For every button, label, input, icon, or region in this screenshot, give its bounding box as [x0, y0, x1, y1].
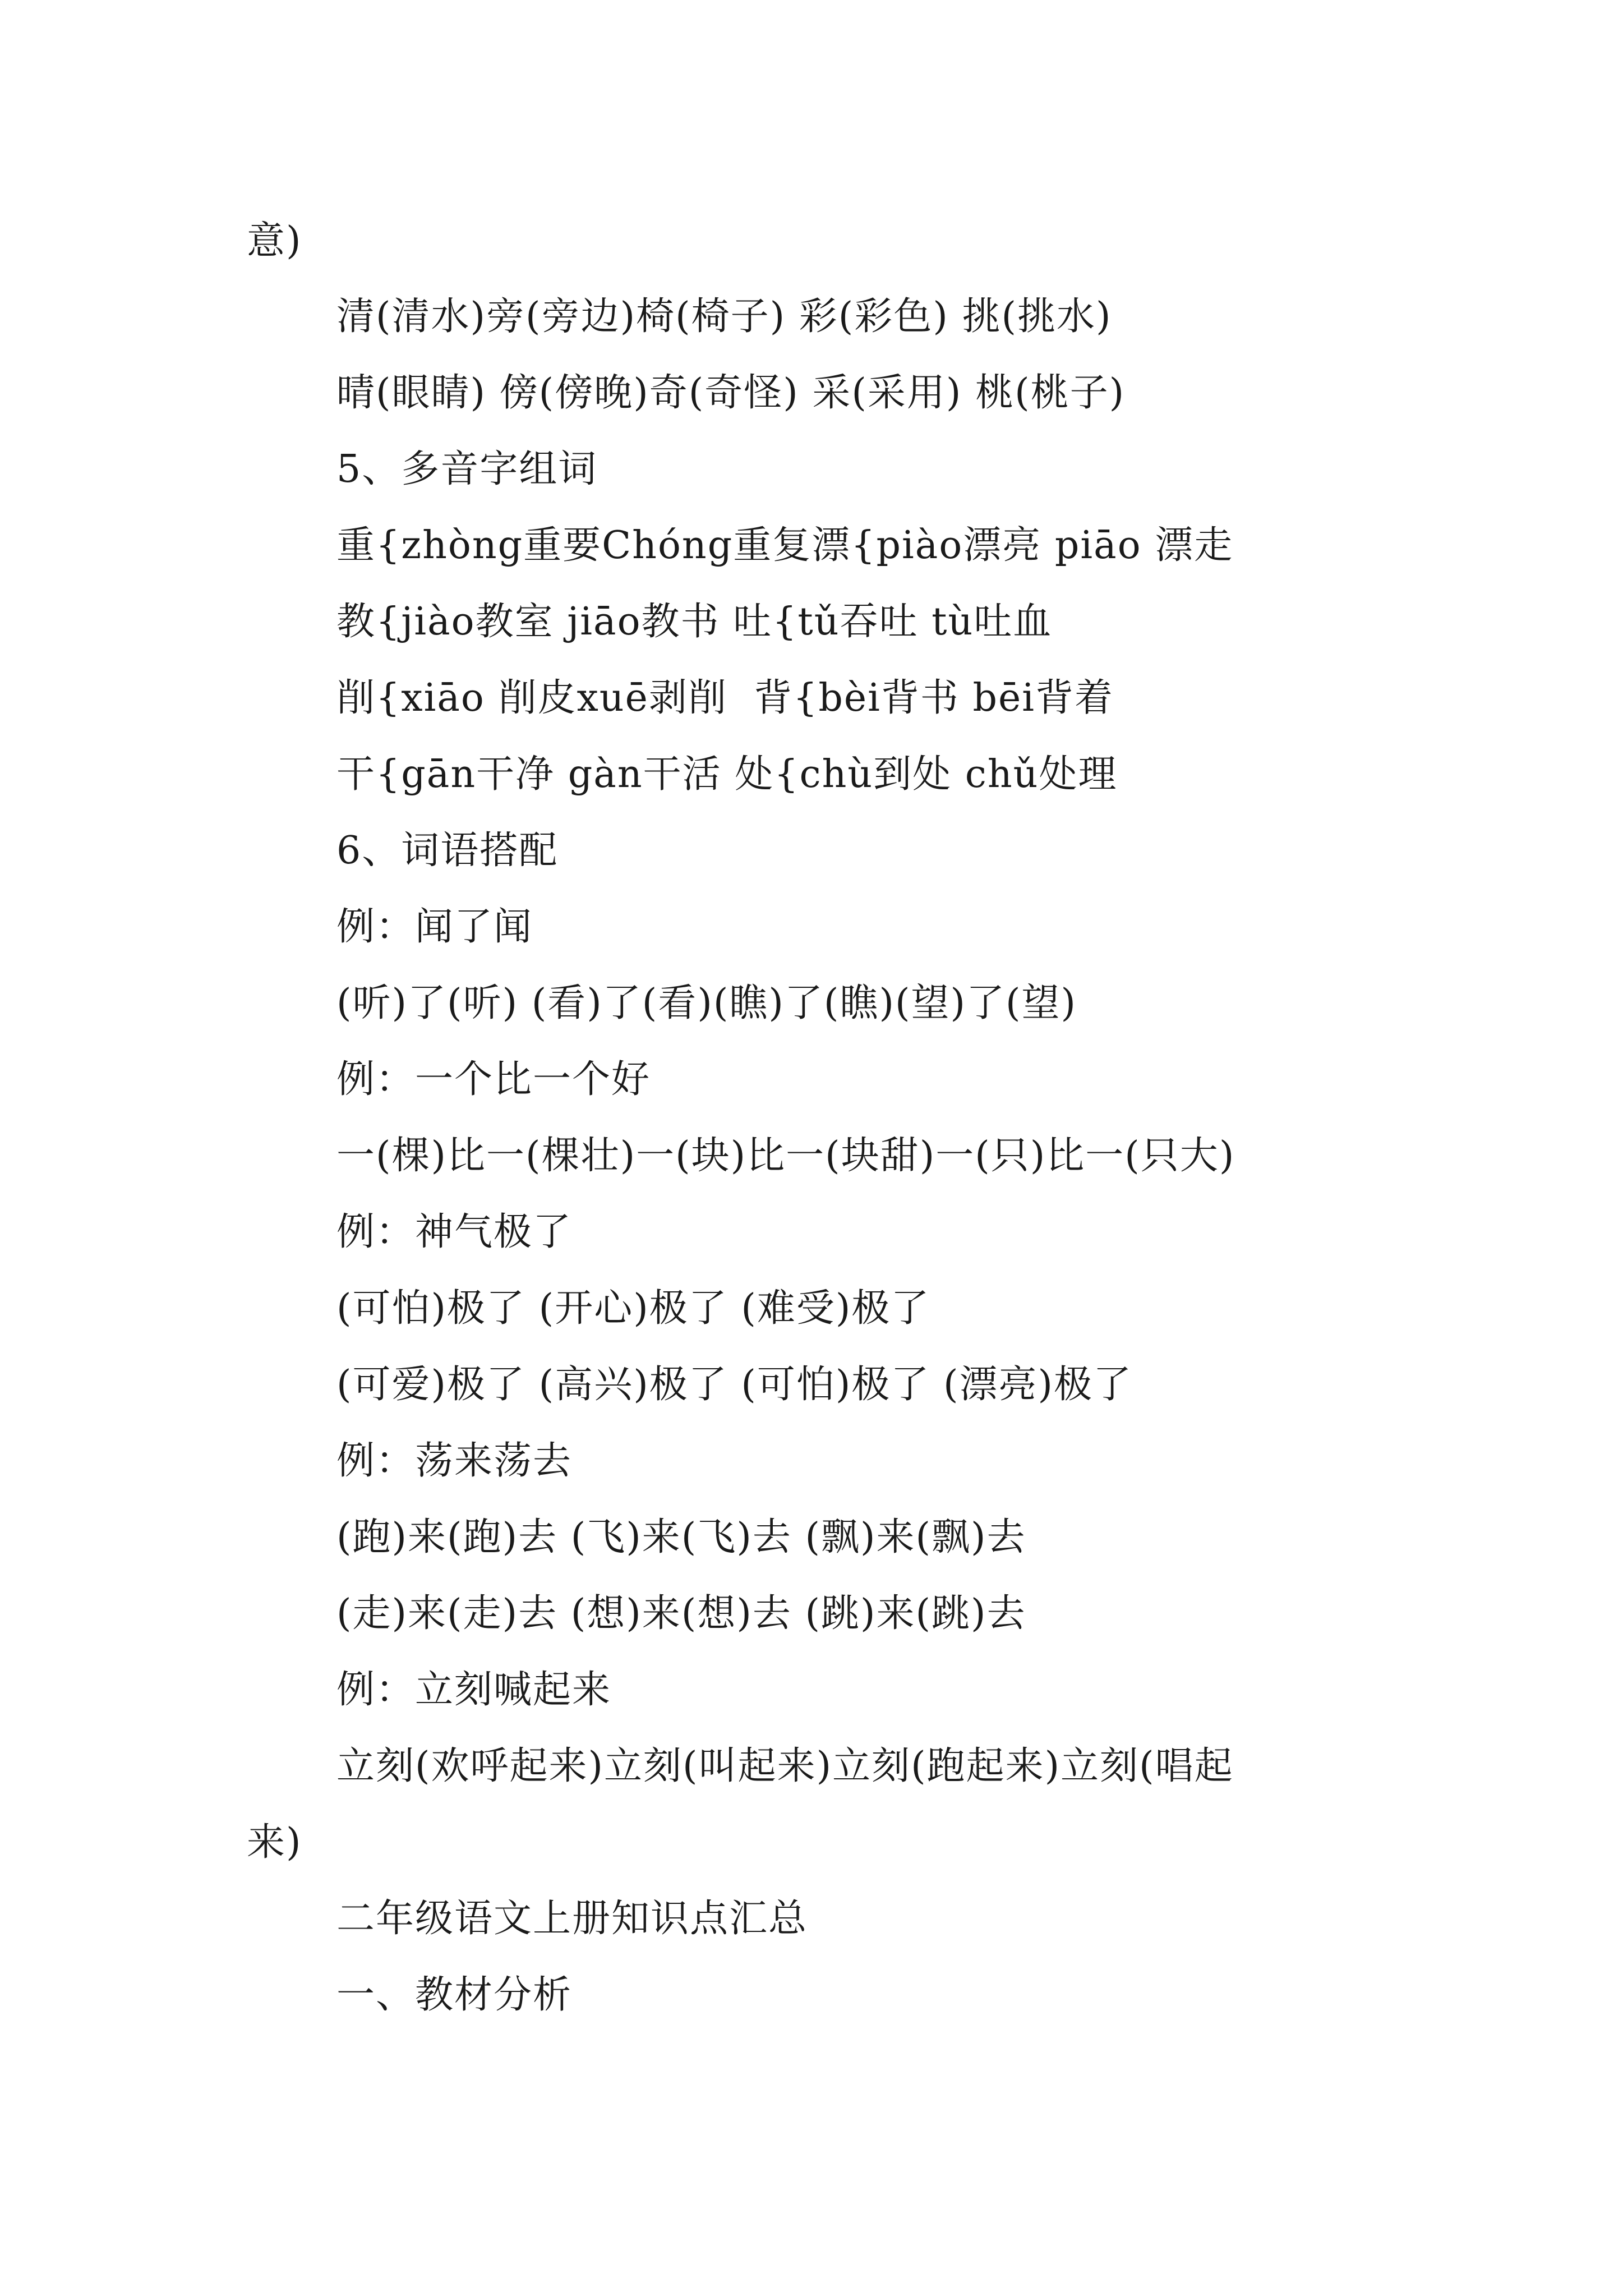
text-line-15: (可怕)极了 (开心)极了 (难受)极了 [336, 1286, 930, 1331]
text-line-2: 清(清水)旁(旁边)椅(椅子) 彩(彩色) 挑(挑水) [336, 295, 1112, 339]
text-line-8: 干{gān干净 gàn干活 处{chù到处 chǔ处理 [336, 752, 1118, 797]
section-title-summary: 二年级语文上册知识点汇总 [336, 1897, 808, 1941]
text-line-13: 一(棵)比一(棵壮)一(块)比一(块甜)一(只)比一(只大) [336, 1134, 1235, 1178]
section-heading-textbook-analysis: 一、教材分析 [336, 1973, 573, 2017]
example-line-3: 例：神气极了 [336, 1210, 573, 1254]
example-line-4: 例：荡来荡去 [336, 1439, 573, 1483]
text-line-18: (跑)来(跑)去 (飞)来(飞)去 (飘)来(飘)去 [336, 1515, 1026, 1559]
text-line-22: 来) [247, 1820, 302, 1865]
text-line-3: 晴(眼睛) 傍(傍晚)奇(奇怪) 采(采用) 桃(桃子) [336, 371, 1126, 415]
example-line-1: 例：闻了闻 [336, 905, 533, 949]
text-line-7: 削{xiāo 削皮xuē剥削 背{bèi背书 bēi背着 [336, 676, 1114, 720]
text-line-6: 教{jiào教室 jiāo教书 吐{tǔ吞吐 tù吐血 [336, 600, 1053, 644]
example-line-2: 例：一个比一个好 [336, 1057, 651, 1102]
section-heading-word-matching: 6、词语搭配 [336, 829, 559, 873]
section-heading-polyphonic: 5、多音字组词 [336, 447, 598, 491]
text-line-5: 重{zhòng重要Chóng重复漂{piào漂亮 piāo 漂走 [336, 523, 1234, 568]
text-line-16: (可爱)极了 (高兴)极了 (可怕)极了 (漂亮)极了 [336, 1363, 1133, 1407]
text-line-11: (听)了(听) (看)了(看)(瞧)了(瞧)(望)了(望) [336, 981, 1077, 1025]
text-line-21: 立刻(欢呼起来)立刻(叫起来)立刻(跑起来)立刻(唱起 [336, 1744, 1234, 1788]
text-line-19: (走)来(走)去 (想)来(想)去 (跳)来(跳)去 [336, 1591, 1026, 1636]
example-line-5: 例：立刻喊起来 [336, 1668, 612, 1712]
text-line-1: 意) [247, 219, 302, 263]
